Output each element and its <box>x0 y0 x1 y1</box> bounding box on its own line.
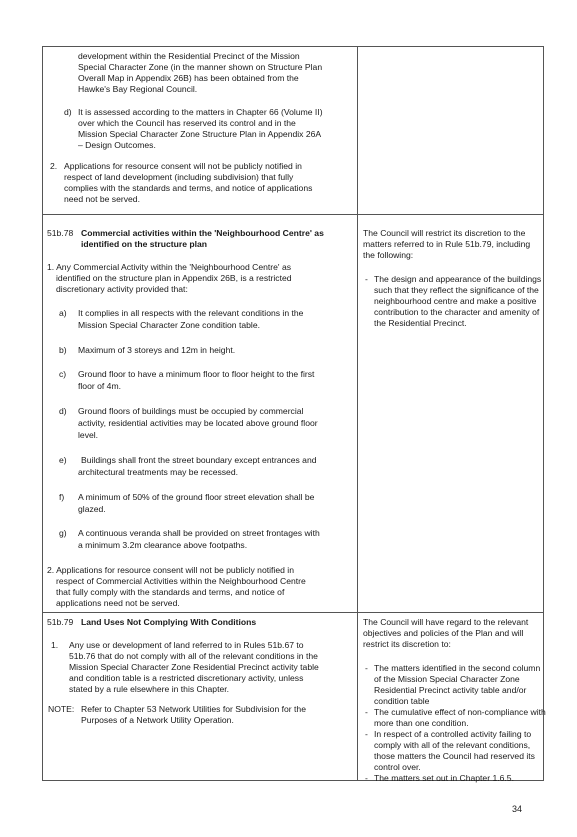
bullet-line: contribution to the character and amenity of <box>374 307 540 317</box>
discretion-intro-line: The Council will restrict its discretion to the <box>363 228 526 238</box>
paragraph-1-line: stated by a rule elsewhere in this Chapter. <box>69 684 230 694</box>
bullet-line: neighbourhood centre and make a positive <box>374 296 537 306</box>
bullet-line: In respect of a controlled activity failing to <box>374 729 532 739</box>
item-line: A minimum of 50% of the ground floor street elevation shall be <box>78 492 315 502</box>
bullet-dash: - <box>365 663 368 673</box>
item-line: Ground floors of buildings must be occupied by commercial <box>78 406 304 416</box>
condition-d-label: d) <box>64 107 72 117</box>
item-line: Mission Special Character Zone condition table. <box>78 320 260 330</box>
paragraph-1-line: Any use or development of land referred to in Rules 51b.67 to <box>69 640 304 650</box>
discretion-intro-line: the following: <box>363 250 414 260</box>
discretion-intro-line: restrict its discretion to: <box>363 639 451 649</box>
discretion-intro-line: objectives and policies of the Plan and will <box>363 628 524 638</box>
row-divider <box>43 214 543 215</box>
item-label: f) <box>59 492 65 502</box>
condition-c-line: Hawke's Bay Regional Council. <box>78 84 198 94</box>
paragraph-2-line: respect of land development (including subdivision) that fully <box>64 172 294 182</box>
discretion-intro-line: The Council will have regard to the relevant <box>363 617 529 627</box>
condition-c-line: development within the Residential Precinct of the Mission <box>78 51 300 61</box>
paragraph-1-label: 1. <box>51 640 59 650</box>
bullet-line: more than one condition. <box>374 718 469 728</box>
item-label: e) <box>59 455 67 465</box>
paragraph-2-line: Applications for resource consent will not be publicly notified in <box>64 161 302 171</box>
discretion-intro-line: matters referred to in Rule 51b.79, including <box>363 239 531 249</box>
bullet-line: The design and appearance of the buildings <box>374 274 542 284</box>
item-label: a) <box>59 308 67 318</box>
condition-d-line: Mission Special Character Zone Structure Plan in Appendix 26A <box>78 129 322 139</box>
paragraph-2-line: applications need not be served. <box>56 598 180 608</box>
note-label: NOTE: <box>48 704 75 714</box>
column-divider <box>357 47 358 780</box>
paragraph-1-line: 1. Any Commercial Activity within the 'Neighbourhood Centre' as <box>47 262 292 272</box>
condition-d-line: It is assessed according to the matters in Chapter 66 (Volume II) <box>78 107 323 117</box>
item-line: It complies in all respects with the relevant conditions in the <box>78 308 304 318</box>
paragraph-1-line: and condition table is a restricted discretionary activity, unless <box>69 673 304 683</box>
bullet-line: condition table <box>374 696 430 706</box>
item-line: architectural treatments may be recessed. <box>78 467 239 477</box>
paragraph-2-line: need not be served. <box>64 194 140 204</box>
item-line: activity, residential activities may be located above ground floor <box>78 418 318 428</box>
item-line: Ground floor to have a minimum floor to floor height to the first <box>78 369 315 379</box>
bullet-line: Residential Precinct activity table and/or <box>374 685 527 695</box>
item-label: g) <box>59 528 67 538</box>
item-line: level. <box>78 430 99 440</box>
item-line: Maximum of 3 storeys and 12m in height. <box>78 345 236 355</box>
paragraph-2-label: 2. <box>50 161 58 171</box>
bullet-line: The matters identified in the second column <box>374 663 541 673</box>
bullet-line: control over. <box>374 762 421 772</box>
bullet-dash: - <box>365 729 368 739</box>
item-line: A continuous veranda shall be provided on street frontages with <box>78 528 320 538</box>
rule-number: 51b.78 <box>47 228 74 238</box>
paragraph-2-line: that fully comply with the standards and terms, and notice of <box>56 587 285 597</box>
bullet-line: comply with all of the relevant conditions, <box>374 740 531 750</box>
rules-table <box>42 46 544 781</box>
paragraph-1-line: 51b.76 that do not comply with all of the relevant conditions in the <box>69 651 318 661</box>
bullet-line: The matters set out in Chapter 1.6.5. <box>374 773 514 783</box>
rule-number: 51b.79 <box>47 617 74 627</box>
page-number: 34 <box>512 804 523 814</box>
item-label: d) <box>59 406 67 416</box>
bullet-line: the Residential Precinct. <box>374 318 467 328</box>
paragraph-1-line: identified on the structure plan in Appendix 26B, is a restricted <box>56 273 292 283</box>
bullet-line: The cumulative effect of non-compliance with <box>374 707 546 717</box>
item-line: floor of 4m. <box>78 381 121 391</box>
rule-heading: identified on the structure plan <box>81 239 208 249</box>
bullet-dash: - <box>365 274 368 284</box>
note-line: Purposes of a Network Utility Operation. <box>81 715 234 725</box>
paragraph-1-line: Mission Special Character Zone Residential Precinct activity table <box>69 662 319 672</box>
paragraph-2-line: 2. Applications for resource consent will not be publicly notified in <box>47 565 294 575</box>
condition-d-line: – Design Outcomes. <box>78 140 156 150</box>
row-divider <box>43 612 543 613</box>
paragraph-1-line: discretionary activity provided that: <box>56 284 188 294</box>
condition-c-line: Overall Map in Appendix 26B) has been obtained from the <box>78 73 299 83</box>
bullet-dash: - <box>365 707 368 717</box>
item-line: a minimum 3.2m clearance above footpaths. <box>78 540 248 550</box>
paragraph-2-line: complies with the standards and terms, and notice of applications <box>64 183 313 193</box>
bullet-line: of the Mission Special Character Zone <box>374 674 520 684</box>
item-label: b) <box>59 345 67 355</box>
item-line: glazed. <box>78 504 106 514</box>
condition-c-line: Special Character Zone (in the manner shown on Structure Plan <box>78 62 323 72</box>
item-line: Buildings shall front the street boundary except entrances and <box>81 455 317 465</box>
rule-heading: Commercial activities within the 'Neighbourhood Centre' as <box>81 228 324 238</box>
rule-heading: Land Uses Not Complying With Conditions <box>81 617 257 627</box>
bullet-dash: - <box>365 773 368 783</box>
condition-d-line: over which the Council has reserved its control and in the <box>78 118 296 128</box>
bullet-line: those matters the Council had reserved its <box>374 751 535 761</box>
bullet-line: such that they reflect the significance of the <box>374 285 539 295</box>
note-line: Refer to Chapter 53 Network Utilities for Subdivision for the <box>81 704 306 714</box>
item-label: c) <box>59 369 67 379</box>
paragraph-2-line: respect of Commercial Activities within the Neighbourhood Centre <box>56 576 306 586</box>
